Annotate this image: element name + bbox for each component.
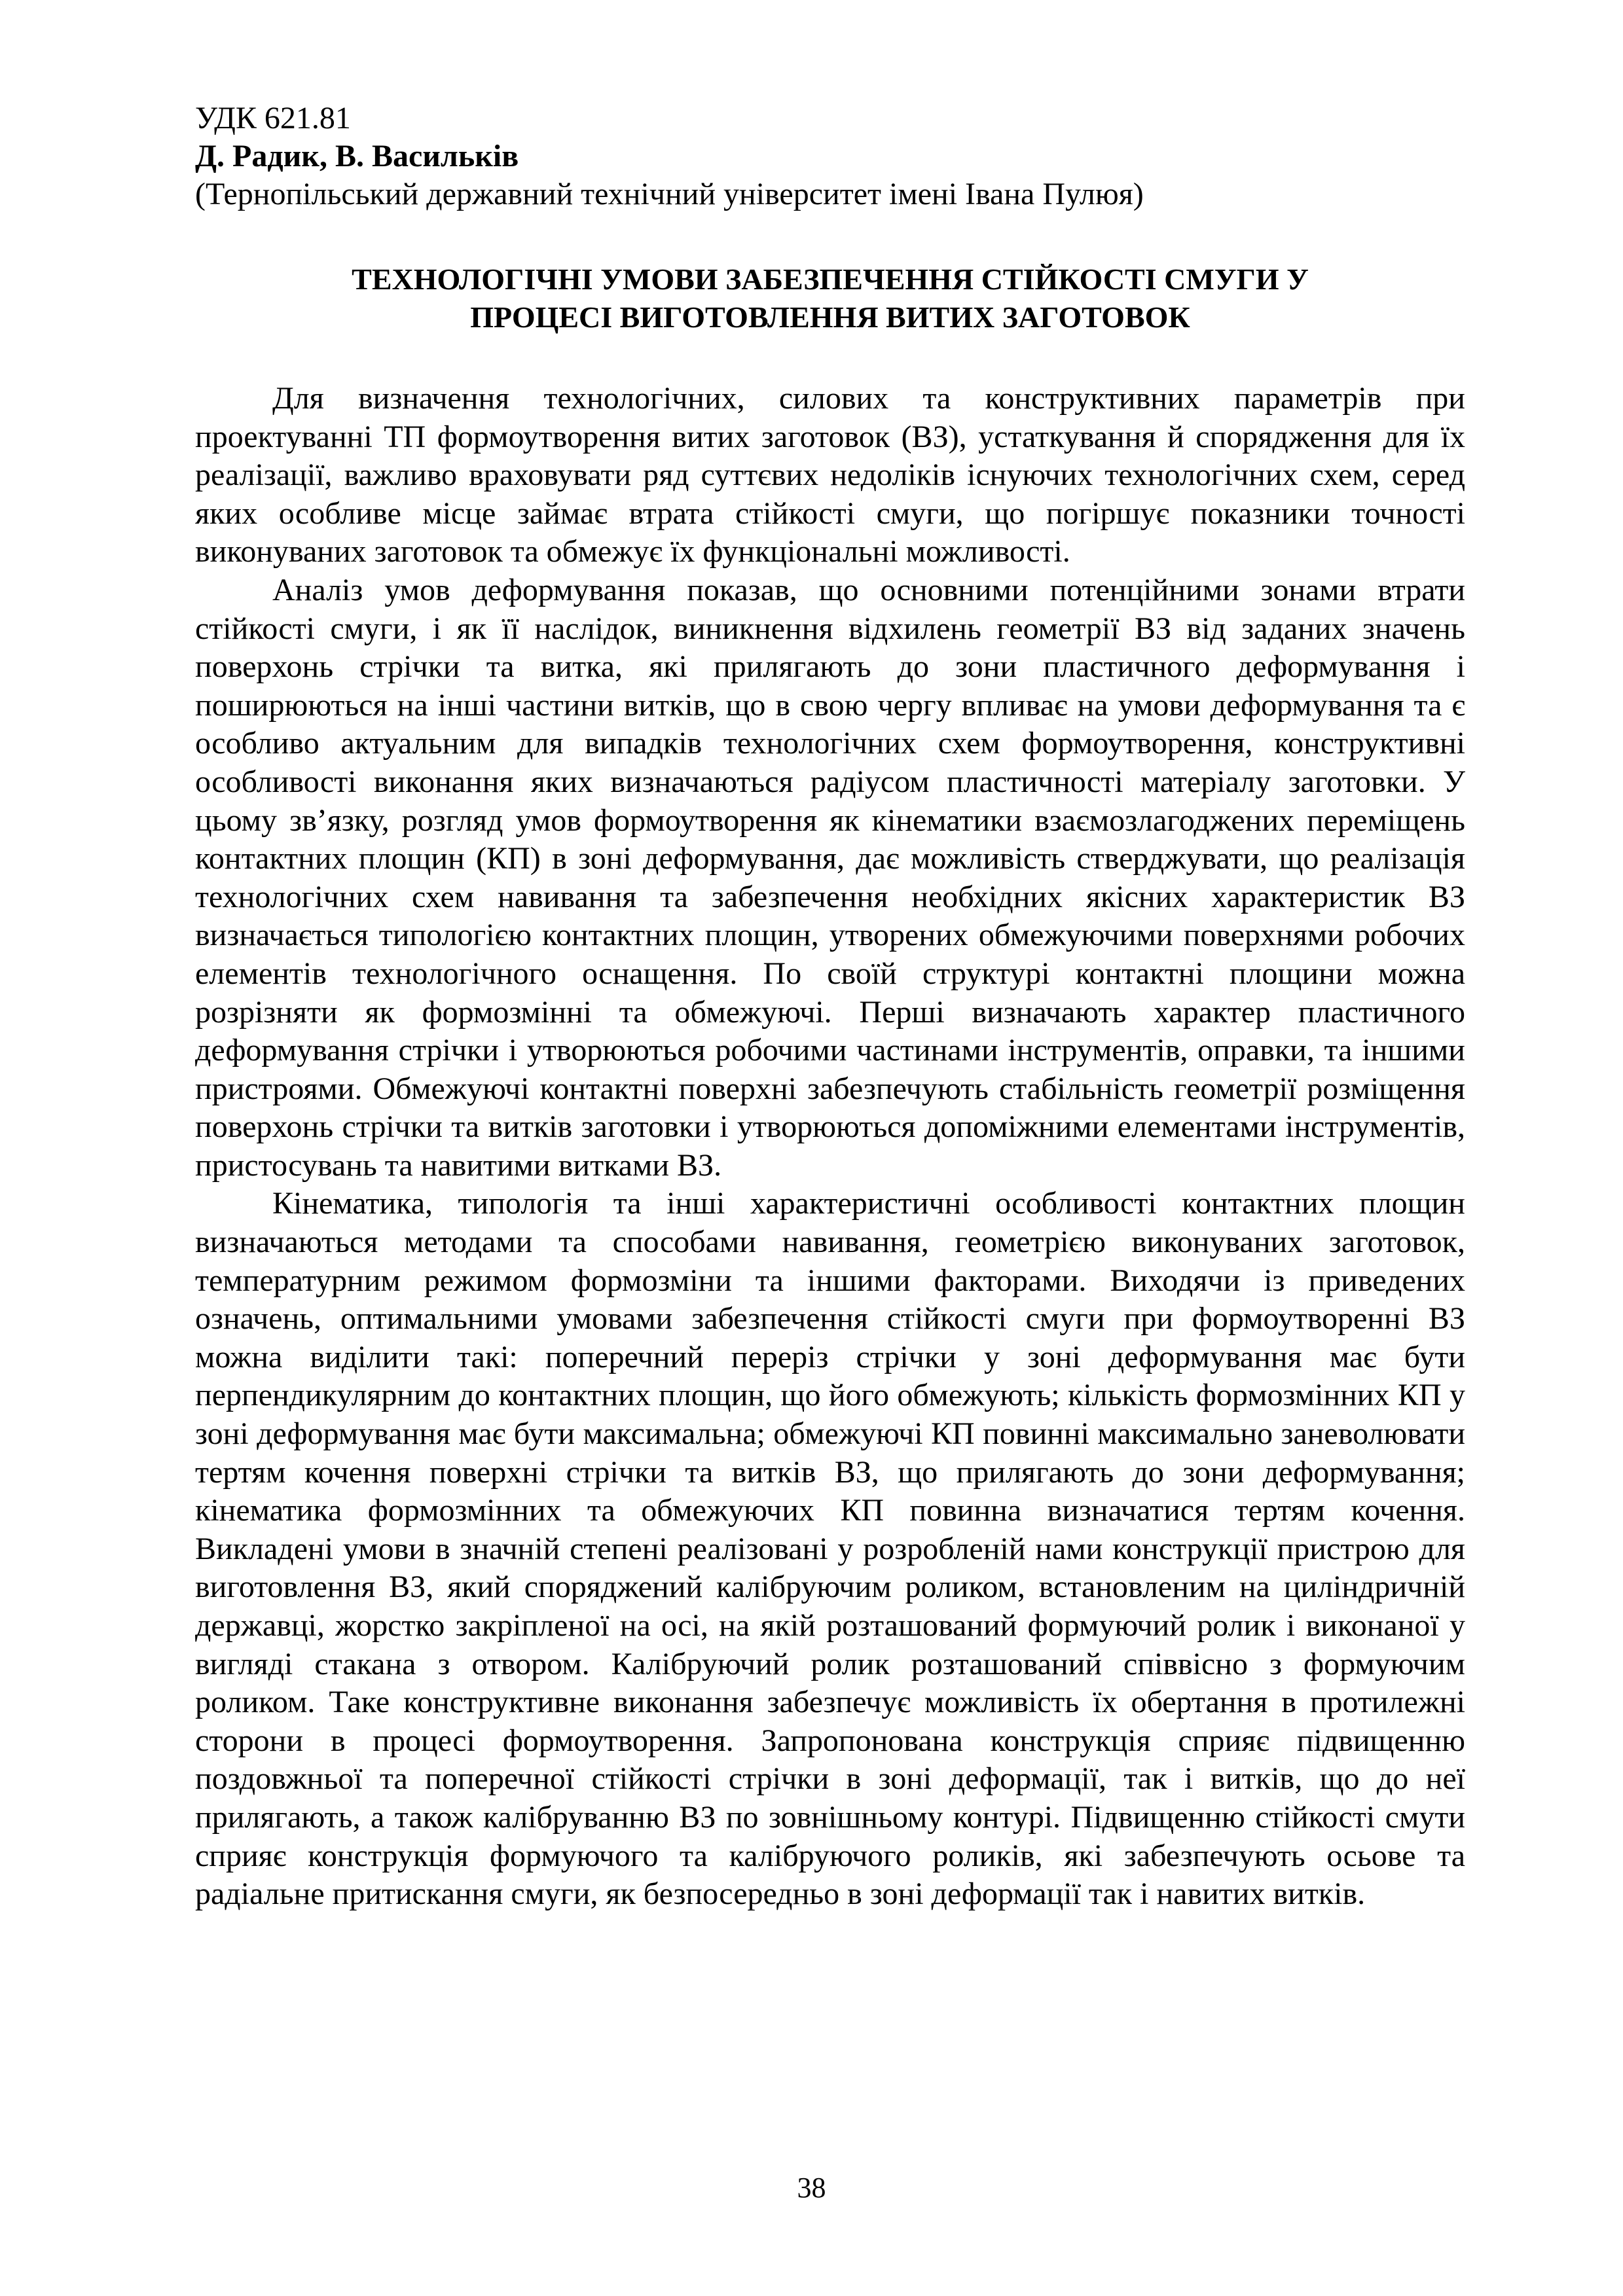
article-title-line-1: ТЕХНОЛОГІЧНІ УМОВИ ЗАБЕЗПЕЧЕННЯ СТІЙКОСТІ СМУГИ У [352,262,1309,296]
udc-code: УДК 621.81 [195,101,351,135]
paragraph-2: Аналіз умов деформування показав, що основними потенційними зонами втрати стійкості смуги, і як її наслідок, виникнення відхилень геометрії ВЗ від заданих значень поверхонь стрічки та витка, які прилягають до зони пластичного деформування і поширюються на інші частини витків, що в свою чергу впливає на умови деформування та є особливо актуальним для випадків технологічних схем формоутворення, конструктивні особливості виконання яких визначаються радіусом пластичності матеріалу заготовки. У цьому зв’язку, розгляд умов формоутворення як кінематики взаємозлагоджених переміщень контактних площин (КП) в зоні деформування, дає можливість стверджувати, що реалізація технологічних схем навивання та забезпечення необхідних якісних характеристик ВЗ визначається типологією контактних площин, утворених обмежуючими поверхнями робочих елементів технологічного оснащення. По своїй структурі контактні площини можна розрізняти як формозмінні та обмежуючі. Перші визначають характер пластичного деформування стрічки і утворюються робочими частинами інструментів, оправки, та іншими пристроями. Обмежуючі контактні поверхні забезпечують стабільність геометрії розміщення поверхонь стрічки та витків заготовки і утворюються допоміжними елементами інструментів, пристосувань та навитими витками ВЗ. [195,572,1465,1183]
paragraph-1: Для визначення технологічних, силових та конструктивних параметрів при проектуванні ТП формоутворення витих заготовок (ВЗ), устаткування й спорядження для їх реалізації, важливо враховувати ряд суттєвих недоліків існуючих технологічних схем, серед яких особливе місце займає втрата стійкості смуги, що погіршує показники точності виконуваних заготовок та обмежує їх функціональні можливості. [195,381,1465,569]
paragraph-3: Кінематика, типологія та інші характеристичні особливості контактних площин визначаються методами та способами навивання, геометрією виконуваних заготовок, температурним режимом формозміни та іншими факторами. Виходячи із приведених означень, оптимальними умовами забезпечення стійкості смуги при формоутворенні ВЗ можна виділити такі: поперечний переріз стрічки у зоні деформування має бути перпендикулярним до контактних площин, що його обмежують; кількість формозмінних КП у зоні деформування має бути максимальна; обмежуючі КП повинні максимально заневолювати тертям кочення поверхні стрічки та витків ВЗ, що прилягають до зони деформування; кінематика формозмінних та обмежуючих КП повинна визначатися тертям кочення. Викладені умови в значній степені реалізовані у розробленій нами конструкції пристрою для виготовлення ВЗ, який споряджений калібруючим роликом, встановленим на циліндричній державці, жорстко закріпленої на осі, на якій розташований формуючий ролик і виконаної у вигляді стакана з отвором. Калібруючий ролик розташований співвісно з формуючим роликом. Таке конструктивне виконання забезпечує можливість їх обертання в протилежні сторони в процесі формоутворення. Запропонована конструкція сприяє підвищенню поздовжньої та поперечної стійкості стрічки в зоні деформації, так і витків, що до неї прилягають, а також калібруванню ВЗ по зовнішньому контурі. Підвищенню стійкості смути сприяє конструкція формуючого та калібруючого роликів, які забезпечують осьове та радіальне притискання смуги, як безпосередньо в зоні деформації так і навитих витків. [195,1186,1465,1912]
affiliation: (Тернопільський державний технічний університет імені Івана Пулюя) [195,177,1144,211]
article-title [195,260,1465,336]
article-body [195,380,1465,1914]
document-page [195,99,1465,1914]
authors: Д. Радик, В. Васильків [195,139,519,173]
page-number: 38 [797,2172,826,2204]
article-title-line-2: ПРОЦЕСІ ВИГОТОВЛЕННЯ ВИТИХ ЗАГОТОВОК [470,300,1190,334]
